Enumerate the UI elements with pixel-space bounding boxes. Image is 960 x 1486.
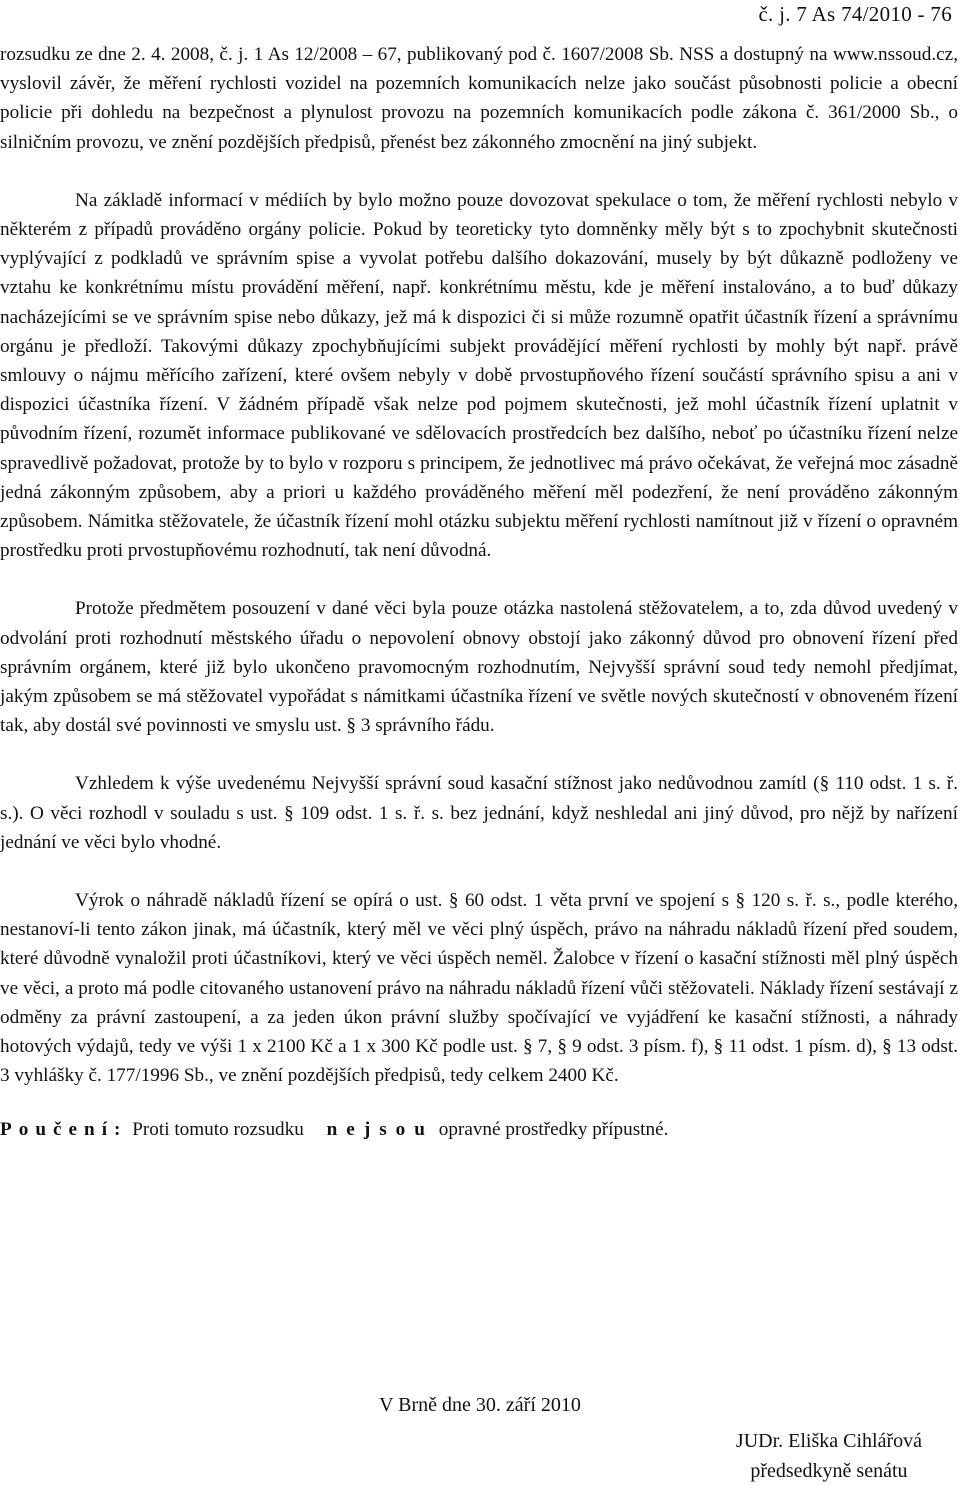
instruction-text-after: opravné prostředky přípustné. bbox=[438, 1118, 669, 1140]
signatory-name: JUDr. Eliška Cihlářová bbox=[735, 1430, 922, 1452]
instruction-label: Poučení: bbox=[0, 1118, 128, 1140]
paragraph-2: Na základě informací v médiích by bylo možno pouze dovozovat spekulace o tom, že měření rychlosti nebylo v některém z případů prováděno orgány policie. Pokud by teoreticky tyto domněnky měly být s to zpochybnit skutečnosti vyplývající z podkladů ve správním spise a vyvolat potřebu dalšího dokazování, musely by být důkazně podloženy ve vztahu ke konkrétnímu místu provádění měření, např. konkrétnímu městu, kde je měření instalováno, a to buď důkazy nacházejícími se ve správním spise nebo důkazy, jež má k dispozici či si může rozumně opatřit účastník řízení a správnímu orgánu je předloží. Takovými důkazy zpochybňujícími subjekt provádějící měření rychlosti by mohly být např. právě smlouvy o nájmu měřícího zařízení, které ovšem nebyly v době prvostupňového řízení součástí správního spisu a ani v dispozici účastníka řízení. V žádném případě však nelze pod pojmem skutečnosti, jež mohl účastník řízení uplatnit v původním řízení, rozumět informace publikované ve sdělovacích prostředcích bez dalšího, neboť po účastníku řízení nelze spravedlivě požadovat, protože by to bylo v rozporu s principem, že jednotlivec má právo očekávat, že veřejná moc zásadně jedná zákonným způsobem, aby a priori u každého prováděného měření měl podezření, že není prováděno zákonným způsobem. Námitka stěžovatele, že účastník řízení mohl otázku subjektu měření rychlosti namítnout již v řízení o opravném prostředku proti prvostupňovému rozhodnutí, tak není důvodná. bbox=[0, 189, 958, 562]
instruction-line bbox=[0, 1115, 958, 1144]
signatory-role: předsedkyně senátu bbox=[750, 1460, 908, 1482]
case-reference: č. j. 7 As 74/2010 - 76 bbox=[758, 2, 952, 26]
document-body bbox=[0, 40, 958, 1144]
paragraph-5: Výrok o náhradě nákladů řízení se opírá o ust. § 60 odst. 1 věta první ve spojení s § 120 s. ř. s., podle kterého, nestanoví-li tento zákon jinak, má účastník, který měl ve věci plný úspěch, právo na náhradu nákladů řízení před soudem, které důvodně vynaložil proti účastníkovi, který ve věci úspěch neměl. Žalobce v řízení o kasační stížnosti měl plný úspěch ve věci, a proto má podle citovaného ustanovení právo na náhradu nákladů řízení vůči stěžovateli. Náklady řízení sestávají z odměny za právní zastoupení, a za jeden úkon právní služby spočívající ve vyjádření ke kasační stížnosti, a náhrady hotových výdajů, tedy ve výši 1 x 2100 Kč a 1 x 300 Kč podle ust. § 7, § 9 odst. 3 písm. f), § 11 odst. 1 písm. d), § 13 odst. 3 vyhlášky č. 177/1996 Sb., ve znění pozdějších předpisů, tedy celkem 2400 Kč. bbox=[0, 890, 958, 1087]
instruction-text-before: Proti tomuto rozsudku bbox=[132, 1118, 304, 1140]
instruction-emphasis: nejsou bbox=[326, 1118, 434, 1140]
paragraph-4: Vzhledem k výše uvedenému Nejvyšší správní soud kasační stížnost jako nedůvodnou zamítl (§ 110 odst. 1 s. ř. s.). O věci rozhodl v souladu s ust. § 109 odst. 1 s. ř. s. bez jednání, když neshledal ani jiný důvod, pro nějž by nařízení jednání ve věci bylo vhodné. bbox=[0, 773, 958, 853]
place-and-date: V Brně dne 30. září 2010 bbox=[379, 1394, 581, 1416]
signature-block bbox=[736, 1426, 922, 1486]
paragraph-3: Protože předmětem posouzení v dané věci byla pouze otázka nastolená stěžovatelem, a to, zda důvod uvedený v odvolání proti rozhodnutí městského úřadu o nepovolení obnovy obstojí jako zákonný důvod pro obnovení řízení před správním orgánem, které již bylo ukončeno pravomocným rozhodnutím, Nejvyšší správní soud tedy nemohl předjímat, jakým způsobem se má stěžovatel vypořádat s námitkami účastníka řízení ve světle nových skutečností v obnoveném řízení tak, aby dostál své povinnosti ve smyslu ust. § 3 správního řádu. bbox=[0, 598, 958, 737]
paragraph-1: rozsudku ze dne 2. 4. 2008, č. j. 1 As 12/2008 – 67, publikovaný pod č. 1607/2008 Sb. NSS a dostupný na www.nssoud.cz, vyslovil závěr, že měření rychlosti vozidel na pozemních komunikacích nelze jako součást působnosti policie a obecní policie při dohledu na bezpečnost a plynulost provozu na pozemních komunikacích podle zákona č. 361/2000 Sb., o silničním provozu, ve znění pozdějších předpisů, přenést bez zákonného zmocnění na jiný subjekt. bbox=[0, 44, 958, 153]
